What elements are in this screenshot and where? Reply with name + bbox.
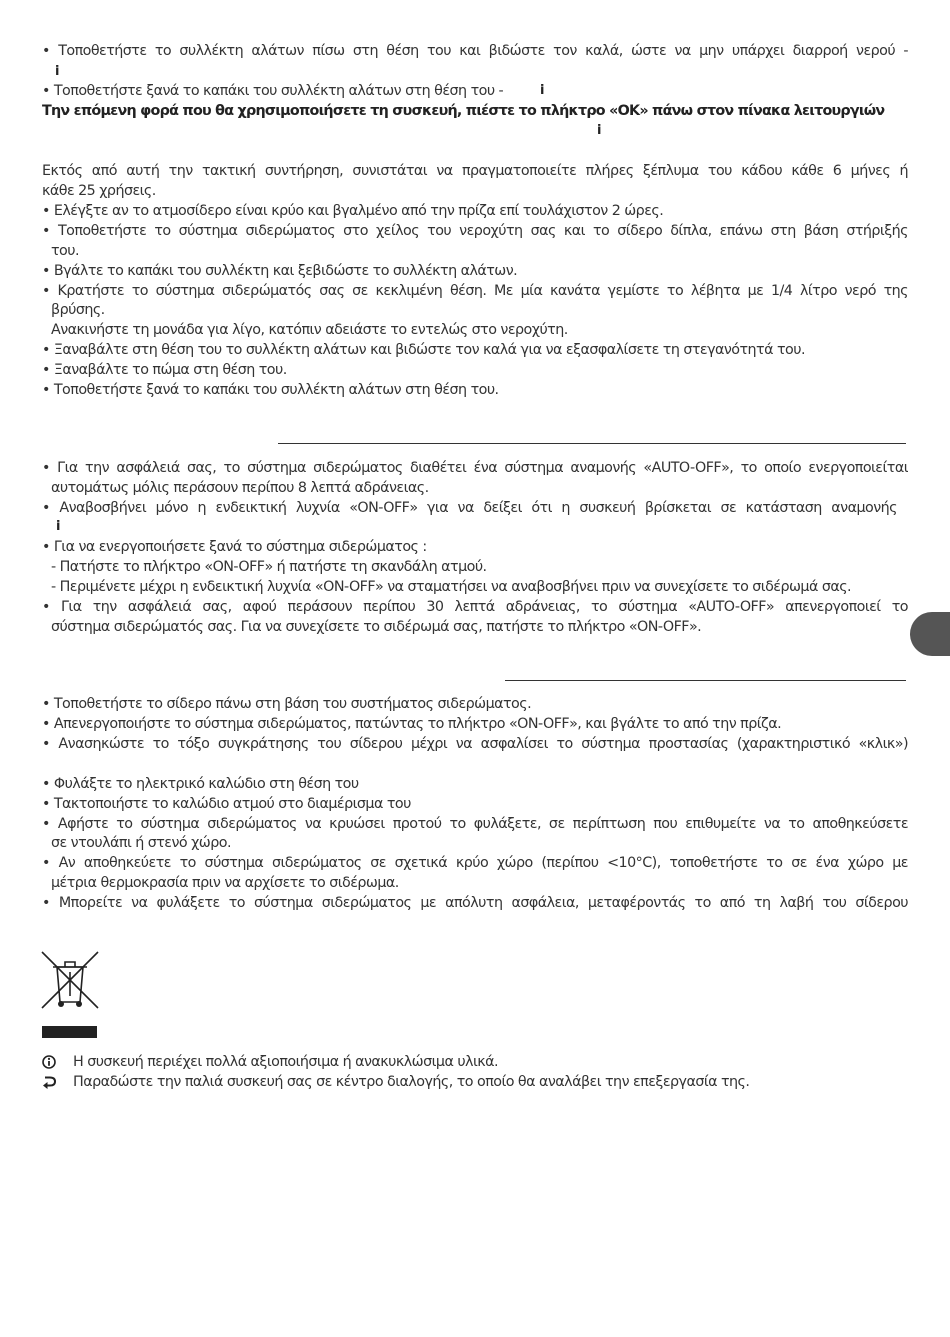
storage-step-1: • Τοποθετήστε το σίδερο πάνω στη βάση του συστήματος σιδερώματος.	[42, 696, 532, 712]
recyclable-materials-note: Η συσκευή περιέχει πολλά αξιοποιήσιμα ή ανακυκλώσιμα υλικά.	[73, 1054, 498, 1070]
auto-off-para-4: • Για την ασφάλειά σας, αφού περάσουν περίπου 30 λεπτά αδράνειας, το σύστημα «AUTO-OFF» απενεργοποιεί το	[42, 599, 908, 615]
storage-step-3: • Ανασηκώστε το τόξο συγκράτησης του σίδερου μέχρι να ασφαλίσει το σύστημα προστασίας (χαρακτηριστικό «κλικ»)	[42, 736, 908, 752]
ok-button-bold-note: Την επόμενη φορά που θα χρησιμοποιήσετε τη συσκευή, πιέστε το πλήκτρο «OK» πάνω στον πίνακα λειτουργιών	[42, 103, 885, 119]
section-divider	[505, 680, 906, 681]
auto-off-para-2: • Αναβοσβήνει μόνο η ενδεικτική λυχνία «ON-OFF» για να δείξει ότι η συσκευή βρίσκεται σε κατάσταση αναμονής	[42, 500, 897, 516]
auto-off-dash-1: - Πατήστε το πλήκτρο «ON-OFF» ή πατήστε τη σκανδάλη ατμού.	[51, 559, 487, 575]
rinse-step-7: • Τοποθετήστε ξανά το καπάκι του συλλέκτη αλάτων στη θέση του.	[42, 382, 499, 398]
refit-lid-line: • Τοποθετήστε ξανά το καπάκι του συλλέκτη αλάτων στη θέση του -	[42, 83, 504, 99]
storage-step-6-cont: σε ντουλάπι ή στενό χώρο.	[51, 835, 231, 851]
rinse-step-4-shake: Ανακινήστε τη μονάδα για λίγο, κατόπιν αδειάστε το εντελώς στο νεροχύτη.	[51, 322, 568, 338]
storage-step-7: • Αν αποθηκεύετε το σύστημα σιδερώματος σε σχετικά κρύο χώρο (περίπου <10°C), τοποθετήστε το σε ένα χώρο με	[42, 855, 908, 871]
storage-step-5: • Τακτοποιήστε το καλώδιο ατμού στο διαμέρισμα του	[42, 796, 411, 812]
rinse-intro-line-2: κάθε 25 χρήσεις.	[42, 183, 156, 199]
hooked-arrow-icon	[42, 1072, 58, 1092]
collection-center-note: Παραδώστε την παλιά συσκευή σας σε κέντρο διαλογής, το οποίο θα αναλάβει την επεξεργασία της.	[73, 1074, 750, 1090]
storage-step-8: • Μπορείτε να φυλάξετε το σύστημα σιδερώματος με απόλυτη ασφάλεια, μεταφέροντάς το από τη λαβή του σίδερου	[42, 895, 908, 911]
storage-step-7-cont: μέτρια θερμοκρασία πριν να αρχίσετε το σιδέρωμα.	[51, 875, 399, 891]
auto-off-para-1-cont: αυτομάτως μόλις περάσουν περίπου 8 λεπτά αδράνειας.	[51, 480, 429, 496]
rinse-step-4-cont: βρύσης.	[51, 302, 105, 318]
refit-collector-line: • Τοποθετήστε το συλλέκτη αλάτων πίσω στη θέση του και βιδώστε τον καλά, ώστε να μην υπάρχει διαρροή νερού -	[42, 43, 908, 59]
page-edge-tab	[910, 612, 950, 656]
info-marker: i	[597, 123, 601, 138]
info-marker: i	[540, 83, 544, 98]
rinse-step-5: • Ξαναβάλτε στη θέση του το συλλέκτη αλάτων και βιδώστε τον καλά για να εξασφαλίσετε τη στεγανότητά του.	[42, 342, 805, 358]
section-divider	[278, 443, 906, 444]
auto-off-para-4-cont: σύστημα σιδερώματός σας. Για να συνεχίσετε το σιδέρωμά σας, πατήστε το πλήκτρο «ON-OFF».	[51, 619, 702, 635]
rinse-step-2-cont: του.	[51, 243, 79, 259]
rinse-intro-line-1: Εκτός από αυτή την τακτική συντήρηση, συνιστάται να πραγματοποιείτε πλήρες ξέπλυμα του κάδου κάθε 6 μήνες ή	[42, 163, 908, 179]
rinse-step-6: • Ξαναβάλτε το πώμα στη θέση του.	[42, 362, 287, 378]
auto-off-para-1: • Για την ασφάλειά σας, το σύστημα σιδερώματος διαθέτει ένα σύστημα αναμονής «AUTO-OFF», το οποίο ενεργοποιείται	[42, 460, 908, 476]
storage-step-6: • Αφήστε το σύστημα σιδερώματος να κρυώσει προτού το φυλάξετε, σε περίπτωση που επιθυμείτε να το αποθηκεύσετε	[42, 816, 908, 832]
storage-step-4: • Φυλάξτε το ηλεκτρικό καλώδιο στη θέση του	[42, 776, 359, 792]
crossed-out-wheelie-bin-icon	[40, 950, 100, 1012]
rinse-step-2: • Τοποθετήστε το σύστημα σιδερώματος στο χείλος του νεροχύτη σας και το σίδερο δίπλα, επάνω στη βάση στήριξής	[42, 223, 908, 239]
info-circle-icon	[42, 1052, 58, 1072]
info-marker: i	[55, 64, 59, 79]
rinse-step-1: • Ελέγξτε αν το ατμοσίδερο είναι κρύο και βγαλμένο από την πρίζα επί τουλάχιστον 2 ώρες.	[42, 203, 664, 219]
info-marker: i	[56, 519, 60, 534]
rinse-step-4: • Κρατήστε το σύστημα σιδερώματός σας σε κεκλιμένη θέση. Με μία κανάτα γεμίστε το λέβητα με 1/4 λίτρο νερό της	[42, 283, 908, 299]
storage-step-2: • Απενεργοποιήστε το σύστημα σιδερώματος, πατώντας το πλήκτρο «ON-OFF», και βγάλτε το από την πρίζα.	[42, 716, 782, 732]
separate-collection-bar	[42, 1026, 97, 1038]
auto-off-dash-2: - Περιμένετε μέχρι η ενδεικτική λυχνία «ON-OFF» να σταματήσει να αναβοσβήνει πριν να συνεχίσετε το σιδέρωμά σας.	[51, 579, 852, 595]
rinse-step-3: • Βγάλτε το καπάκι του συλλέκτη και ξεβιδώστε το συλλέκτη αλάτων.	[42, 263, 518, 279]
auto-off-para-3: • Για να ενεργοποιήσετε ξανά το σύστημα σιδερώματος :	[42, 539, 427, 555]
